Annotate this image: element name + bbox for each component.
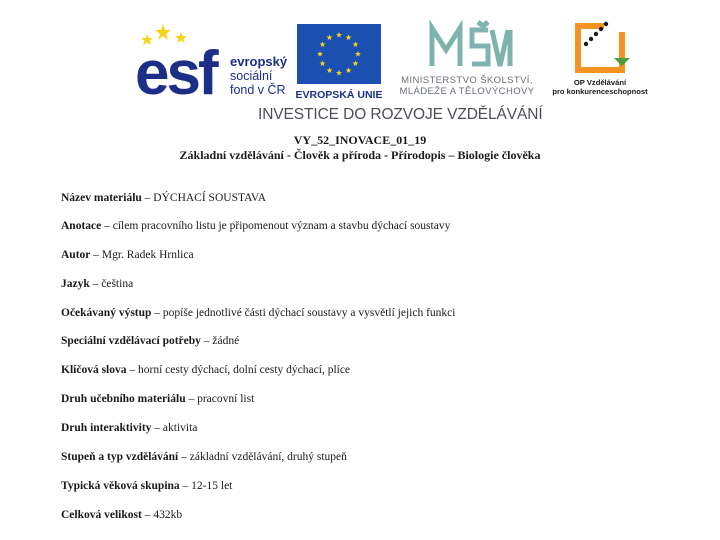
subject-line: Základní vzdělávání - Člověk a příroda - Přírodopis – Biologie člověka — [179, 148, 541, 162]
eu-logo — [293, 22, 385, 102]
metadata-value: 432kb — [153, 509, 183, 521]
metadata-key: Stupeň a typ vzdělávání — [61, 451, 179, 463]
metadata-separator: – — [101, 220, 113, 232]
op-logo — [548, 18, 652, 100]
metadata-separator: – — [89, 278, 102, 290]
metadata-value: horní cesty dýchací, dolní cesty dýchací, plíce — [138, 364, 351, 376]
metadata-value: 12-15 let — [191, 480, 233, 492]
metadata-key: Název materiálu — [61, 192, 142, 204]
metadata-value: žádné — [212, 335, 240, 347]
esf-logo — [133, 22, 293, 102]
op-text — [548, 78, 652, 96]
svg-text:esf: esf — [135, 39, 216, 102]
metadata-separator: – — [126, 364, 138, 376]
metadata-key: Autor — [61, 249, 91, 261]
metadata-row — [61, 278, 133, 290]
metadata-row — [61, 422, 197, 434]
metadata-separator: – — [179, 480, 192, 492]
eu-label: EVROPSKÁ UNIE — [295, 89, 383, 101]
esf-line-1: evropský — [230, 54, 288, 69]
op-frame-icon — [548, 18, 652, 78]
material-code: VY_52_INOVACE_01_19 — [293, 133, 427, 147]
metadata-value: pracovní list — [197, 393, 255, 405]
metadata-row — [61, 509, 182, 521]
metadata-value: cílem pracovního listu je připomenout význam a stavbu dýchací soustavy — [112, 220, 451, 232]
metadata-key: Druh interaktivity — [61, 422, 152, 434]
metadata-key: Jazyk — [61, 278, 90, 290]
metadata-value: DÝCHACÍ SOUSTAVA — [153, 192, 267, 204]
metadata-key: Speciální vzdělávací potřeby — [61, 335, 201, 347]
metadata-value: čeština — [101, 278, 134, 290]
investice-tagline: INVESTICE DO ROZVOJE VZDĚLÁVÁNÍ — [258, 106, 543, 123]
metadata-row — [61, 364, 350, 376]
metadata-value: Mgr. Radek Hrnlica — [101, 249, 194, 261]
metadata-key: Anotace — [61, 220, 102, 232]
metadata-separator: – — [200, 335, 213, 347]
msmt-text — [388, 75, 546, 97]
metadata-row — [61, 480, 232, 492]
eu-flag-icon — [293, 22, 385, 86]
metadata-value: základní vzdělávání, druhý stupeň — [189, 451, 347, 463]
msmt-line-2: MLÁDEŽE A TĚLOVÝCHOVY — [399, 86, 535, 97]
esf-mark-icon — [133, 22, 229, 102]
metadata-key: Typická věková skupina — [61, 480, 180, 492]
metadata-row — [61, 249, 194, 261]
metadata-separator: – — [151, 422, 163, 434]
metadata-key: Druh učebního materiálu — [61, 393, 186, 405]
metadata-row — [61, 192, 266, 204]
metadata-value: aktivita — [162, 422, 198, 434]
metadata-value: popíše jednotlivé části dýchací soustavy a vysvětlí jejich funkci — [162, 307, 456, 319]
metadata-key: Očekávaný výstup — [61, 307, 152, 319]
metadata-row — [61, 220, 450, 232]
metadata-separator: – — [141, 192, 154, 204]
metadata-separator: – — [151, 307, 163, 319]
esf-line-2: sociální — [230, 69, 273, 83]
metadata-row — [61, 335, 239, 347]
metadata-row — [61, 451, 347, 463]
metadata-separator: – — [90, 249, 102, 261]
logo-banner — [0, 0, 720, 130]
msmt-monogram-icon — [388, 20, 546, 72]
metadata-key: Celková velikost — [61, 509, 142, 521]
op-line-1: OP Vzdělávání — [573, 78, 627, 87]
msmt-line-1: MINISTERSTVO ŠKOLSTVÍ, — [401, 75, 533, 86]
op-line-2: pro konkurenceschopnost — [552, 87, 648, 96]
metadata-separator: – — [178, 451, 190, 463]
metadata-separator: – — [185, 393, 198, 405]
esf-line-3: fond v ČR — [230, 83, 286, 97]
msmt-logo — [388, 20, 546, 100]
metadata-row — [61, 393, 254, 405]
esf-text — [230, 55, 287, 97]
metadata-row — [61, 307, 455, 319]
metadata-key: Klíčová slova — [61, 364, 127, 376]
metadata-separator: – — [141, 509, 154, 521]
